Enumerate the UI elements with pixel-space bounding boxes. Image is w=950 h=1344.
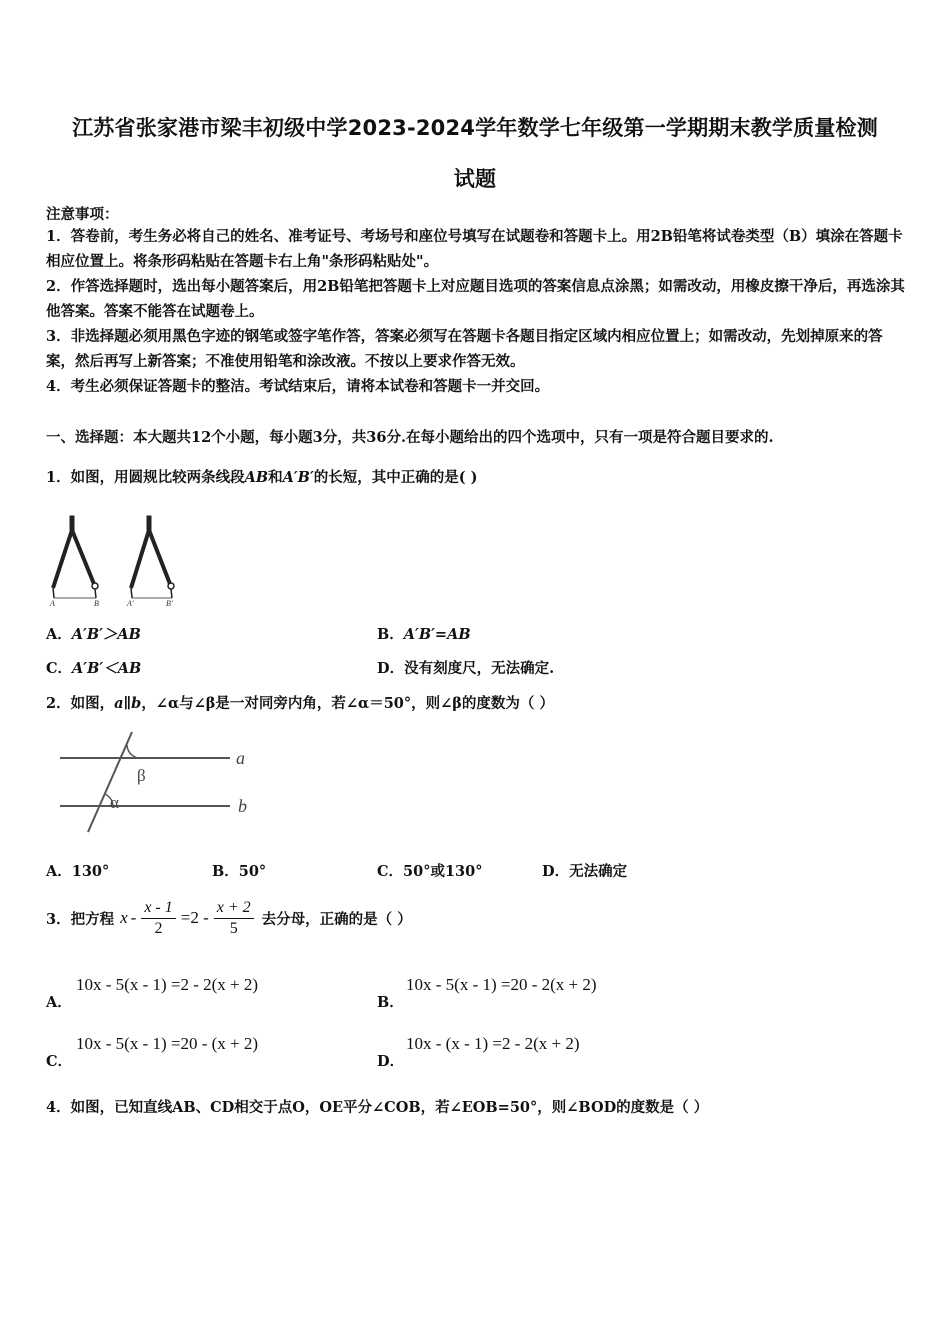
page-title: 江苏省张家港市梁丰初级中学2023-2024学年数学七年级第一学期期末教学质量检测 — [72, 116, 878, 140]
beta-label: β — [137, 766, 146, 785]
q2-option-a: A．130° — [46, 863, 110, 880]
q3-frac2-denominator: 5 — [229, 919, 238, 937]
q1-segment-apbp: A′B′ — [282, 469, 314, 486]
note-item-2: 2．作答选择题时，选出每小题答案后，用2B铅笔把答题卡上对应题目选项的答案信息点涂黑；如需改动，用橡皮擦干净后，再选涂其他答案。答案不能答在试题卷上。 — [46, 278, 905, 320]
compass-2 — [131, 516, 174, 598]
q3-frac1-denominator: 2 — [154, 919, 163, 937]
q1-option-b-text: A′B′=AB — [403, 626, 471, 643]
fig1-label-b: B — [94, 599, 99, 608]
compass-1 — [53, 516, 98, 598]
q1-mid: 和 — [268, 469, 283, 486]
q1-prefix: 1．如图，用圆规比较两条线段 — [46, 469, 245, 486]
transversal — [88, 732, 132, 832]
q3-option-c-equation: 10x - 5(x - 1) =20 - (x + 2) — [76, 1034, 259, 1053]
note-item-4: 4．考生必须保证答题卡的整洁。考试结束后，请将本试卷和答题卡一并交回。 — [46, 378, 550, 395]
q1-option-b — [377, 623, 471, 644]
alpha-label: α — [110, 793, 119, 812]
q3-option-a-letter: A． — [46, 994, 72, 1011]
q1-option-d-text: 没有刻度尺，无法确定. — [404, 660, 555, 677]
fig1-label-b-prime: B′ — [166, 599, 173, 608]
q3-eq-x: x — [120, 908, 128, 927]
q2-prefix: 2．如图， — [46, 695, 115, 712]
question-4-stem: 4．如图，已知直线AB、CD相交于点O，OE平分∠COB，若∠EOB=50°，则∠BOD的度数是（ ） — [46, 1099, 709, 1116]
q2-option-c: C．50°或130° — [377, 863, 483, 880]
q1-option-b-letter: B． — [377, 626, 404, 643]
q1-option-c-text: A′B′＜AB — [72, 660, 142, 677]
q1-suffix: 的长短，其中正确的是( ) — [313, 469, 478, 486]
beta-arc — [127, 745, 144, 758]
q2-parallel: a∥b — [114, 695, 142, 712]
q3-suffix: 去分母，正确的是（ ） — [261, 910, 412, 928]
fig1-label-a-prime: A′ — [127, 599, 134, 608]
q1-option-d-letter: D． — [377, 660, 405, 677]
compass-figure — [44, 514, 184, 610]
note-item-3: 3．非选择题必须用黑色字迹的钢笔或签字笔作答，答案必须写在答题卡各题目指定区域内相应位置上；如需改动，先划掉原来的答案，然后再写上新答案；不准使用铅笔和涂改液。不按以上要求作答无效。 — [46, 328, 883, 370]
q2-option-b: B．50° — [212, 863, 267, 880]
page-title-continued: 试题 — [453, 167, 497, 191]
notes-header: 注意事项： — [46, 206, 119, 223]
note-item-1: 1．答卷前，考生务必将自己的姓名、准考证号、考场号和座位号填写在试题卷和答题卡上。用2B铅笔将试卷类型（B）填涂在答题卡相应位置上。将条形码粘贴在答题卡右上角"条形码粘贴处"。 — [46, 228, 903, 270]
q3-prefix: 3．把方程 — [46, 910, 115, 928]
fig1-label-a: A — [50, 599, 55, 608]
q1-option-a-text: A′B′＞AB — [71, 626, 141, 643]
q3-frac1-numerator: x - 1 — [141, 898, 175, 919]
q3-fraction-1 — [141, 898, 175, 939]
question-3-stem — [46, 893, 412, 943]
line-a-label: a — [236, 748, 245, 768]
q1-option-a-letter: A． — [46, 626, 72, 643]
q3-eq-minus: - — [130, 908, 137, 927]
q1-option-d — [377, 657, 554, 678]
q3-option-b-letter: B． — [377, 994, 404, 1011]
q3-option-c-letter: C． — [46, 1053, 73, 1070]
q1-option-a — [46, 623, 141, 644]
question-1-stem — [46, 466, 478, 487]
q2-suffix: ，∠α与∠β是一对同旁内角，若∠α＝50°，则∠β的度数为（ ） — [141, 695, 554, 712]
q1-option-c-letter: C． — [46, 660, 73, 677]
q3-eq-mid: =2 - — [180, 908, 209, 927]
q1-segment-ab: AB — [244, 469, 269, 486]
q3-option-b-equation: 10x - 5(x - 1) =20 - 2(x + 2) — [406, 975, 597, 994]
q3-option-a-equation: 10x - 5(x - 1) =2 - 2(x + 2) — [76, 975, 259, 994]
q3-fraction-2 — [214, 898, 254, 939]
q2-option-d: D．无法确定 — [542, 863, 628, 880]
q3-option-d-equation: 10x - (x - 1) =2 - 2(x + 2) — [406, 1034, 580, 1053]
q1-option-c — [46, 657, 141, 678]
question-2-stem — [46, 692, 554, 713]
section-heading: 一、选择题：本大题共12个小题，每小题3分，共36分.在每小题给出的四个选项中，只有一项是符合题目要求的. — [46, 429, 774, 446]
line-b-label: b — [238, 796, 247, 816]
q3-option-d-letter: D． — [377, 1053, 405, 1070]
q3-frac2-numerator: x + 2 — [214, 898, 254, 919]
parallel-lines-figure — [52, 728, 262, 836]
